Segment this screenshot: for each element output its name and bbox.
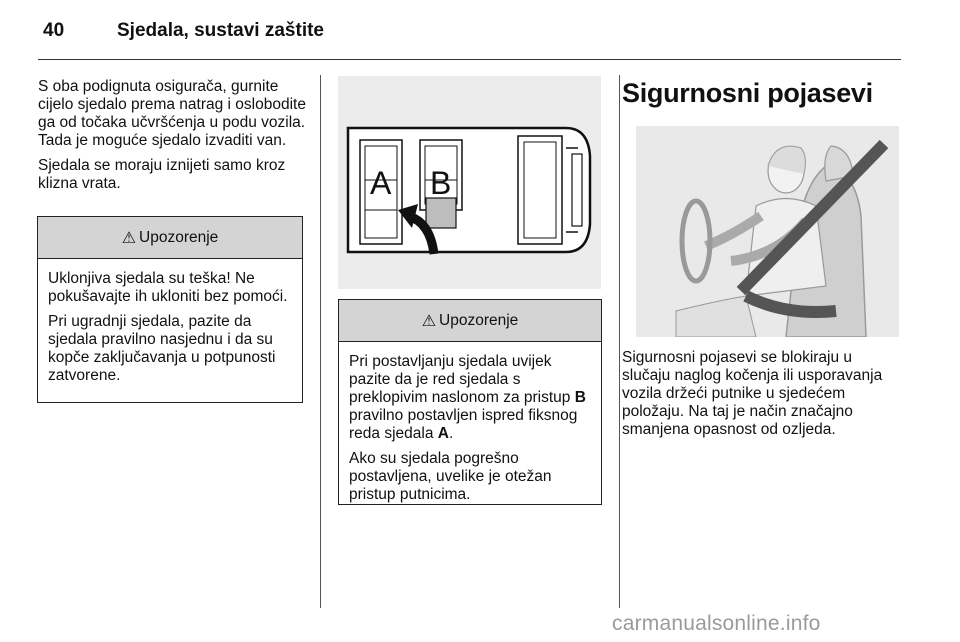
warning-triangle-icon: ⚠: [421, 312, 437, 330]
warning-body: [339, 342, 601, 519]
page-header: [0, 0, 960, 62]
seat-label-b: B: [430, 165, 452, 201]
warning-header: [339, 300, 601, 342]
warning-paragraph: Ako su sjedala pogrešno postavljena, uvelike je otežan pristup putnicima.: [349, 450, 552, 503]
paragraph: Sigurnosni pojasevi se blokiraju u slučaju naglog kočenja ili usporavanja vozila držeći putnike u sjedećem položaju. Na taj je način značajno smanjena opasnost od ozljeda.: [622, 349, 883, 438]
seat-layout-figure: [338, 76, 601, 289]
column-divider-2: [619, 75, 620, 608]
header-divider: [38, 59, 901, 60]
warning-paragraph: Uklonjiva sjedala su teška! Ne pokušavajte ih ukloniti bez pomoći.: [48, 270, 288, 305]
warning-body: [38, 259, 302, 400]
section-title: Sigurnosni pojasevi: [622, 78, 873, 108]
warning-title: Upozorenje: [139, 228, 219, 246]
warning-triangle-icon: ⚠: [121, 229, 137, 247]
paragraph: S oba podignuta osigurača, gurnite cijelo sjedalo prema natrag i oslobodite ga od točaka učvršćenja u podu vozila. Tada je moguće sjedalo izvaditi van.: [38, 78, 306, 149]
seatbelt-figure: [636, 126, 899, 337]
seat-label-a: A: [370, 165, 392, 201]
seatbelt-illustration: [636, 126, 899, 337]
page-number: 40: [43, 20, 65, 41]
warning-header: [38, 217, 302, 259]
column-1-text: [38, 78, 310, 200]
warning-paragraph: Pri ugradnji sjedala, pazite da sjedala pravilno nasjednu i da su kopče zaključavanja u potpunosti zatvorene.: [48, 313, 276, 384]
van-top-view-illustration: [338, 76, 601, 289]
warning-paragraph: Pri postavljanju sjedala uvijek pazite da je red sjedala s preklopivim naslonom za pristup B pravilno postavljen ispred fiksnog reda sjedala A.: [349, 353, 586, 442]
page-title: Sjedala, sustavi zaštite: [117, 20, 324, 41]
column-3-text: [622, 349, 900, 446]
watermark-text: carmanualsonline.info: [612, 612, 821, 635]
warning-title: Upozorenje: [439, 311, 519, 329]
column-divider-1: [320, 75, 321, 608]
paragraph: Sjedala se moraju iznijeti samo kroz klizna vrata.: [38, 157, 286, 192]
warning-box-1: [37, 216, 303, 403]
warning-box-2: [338, 299, 602, 505]
